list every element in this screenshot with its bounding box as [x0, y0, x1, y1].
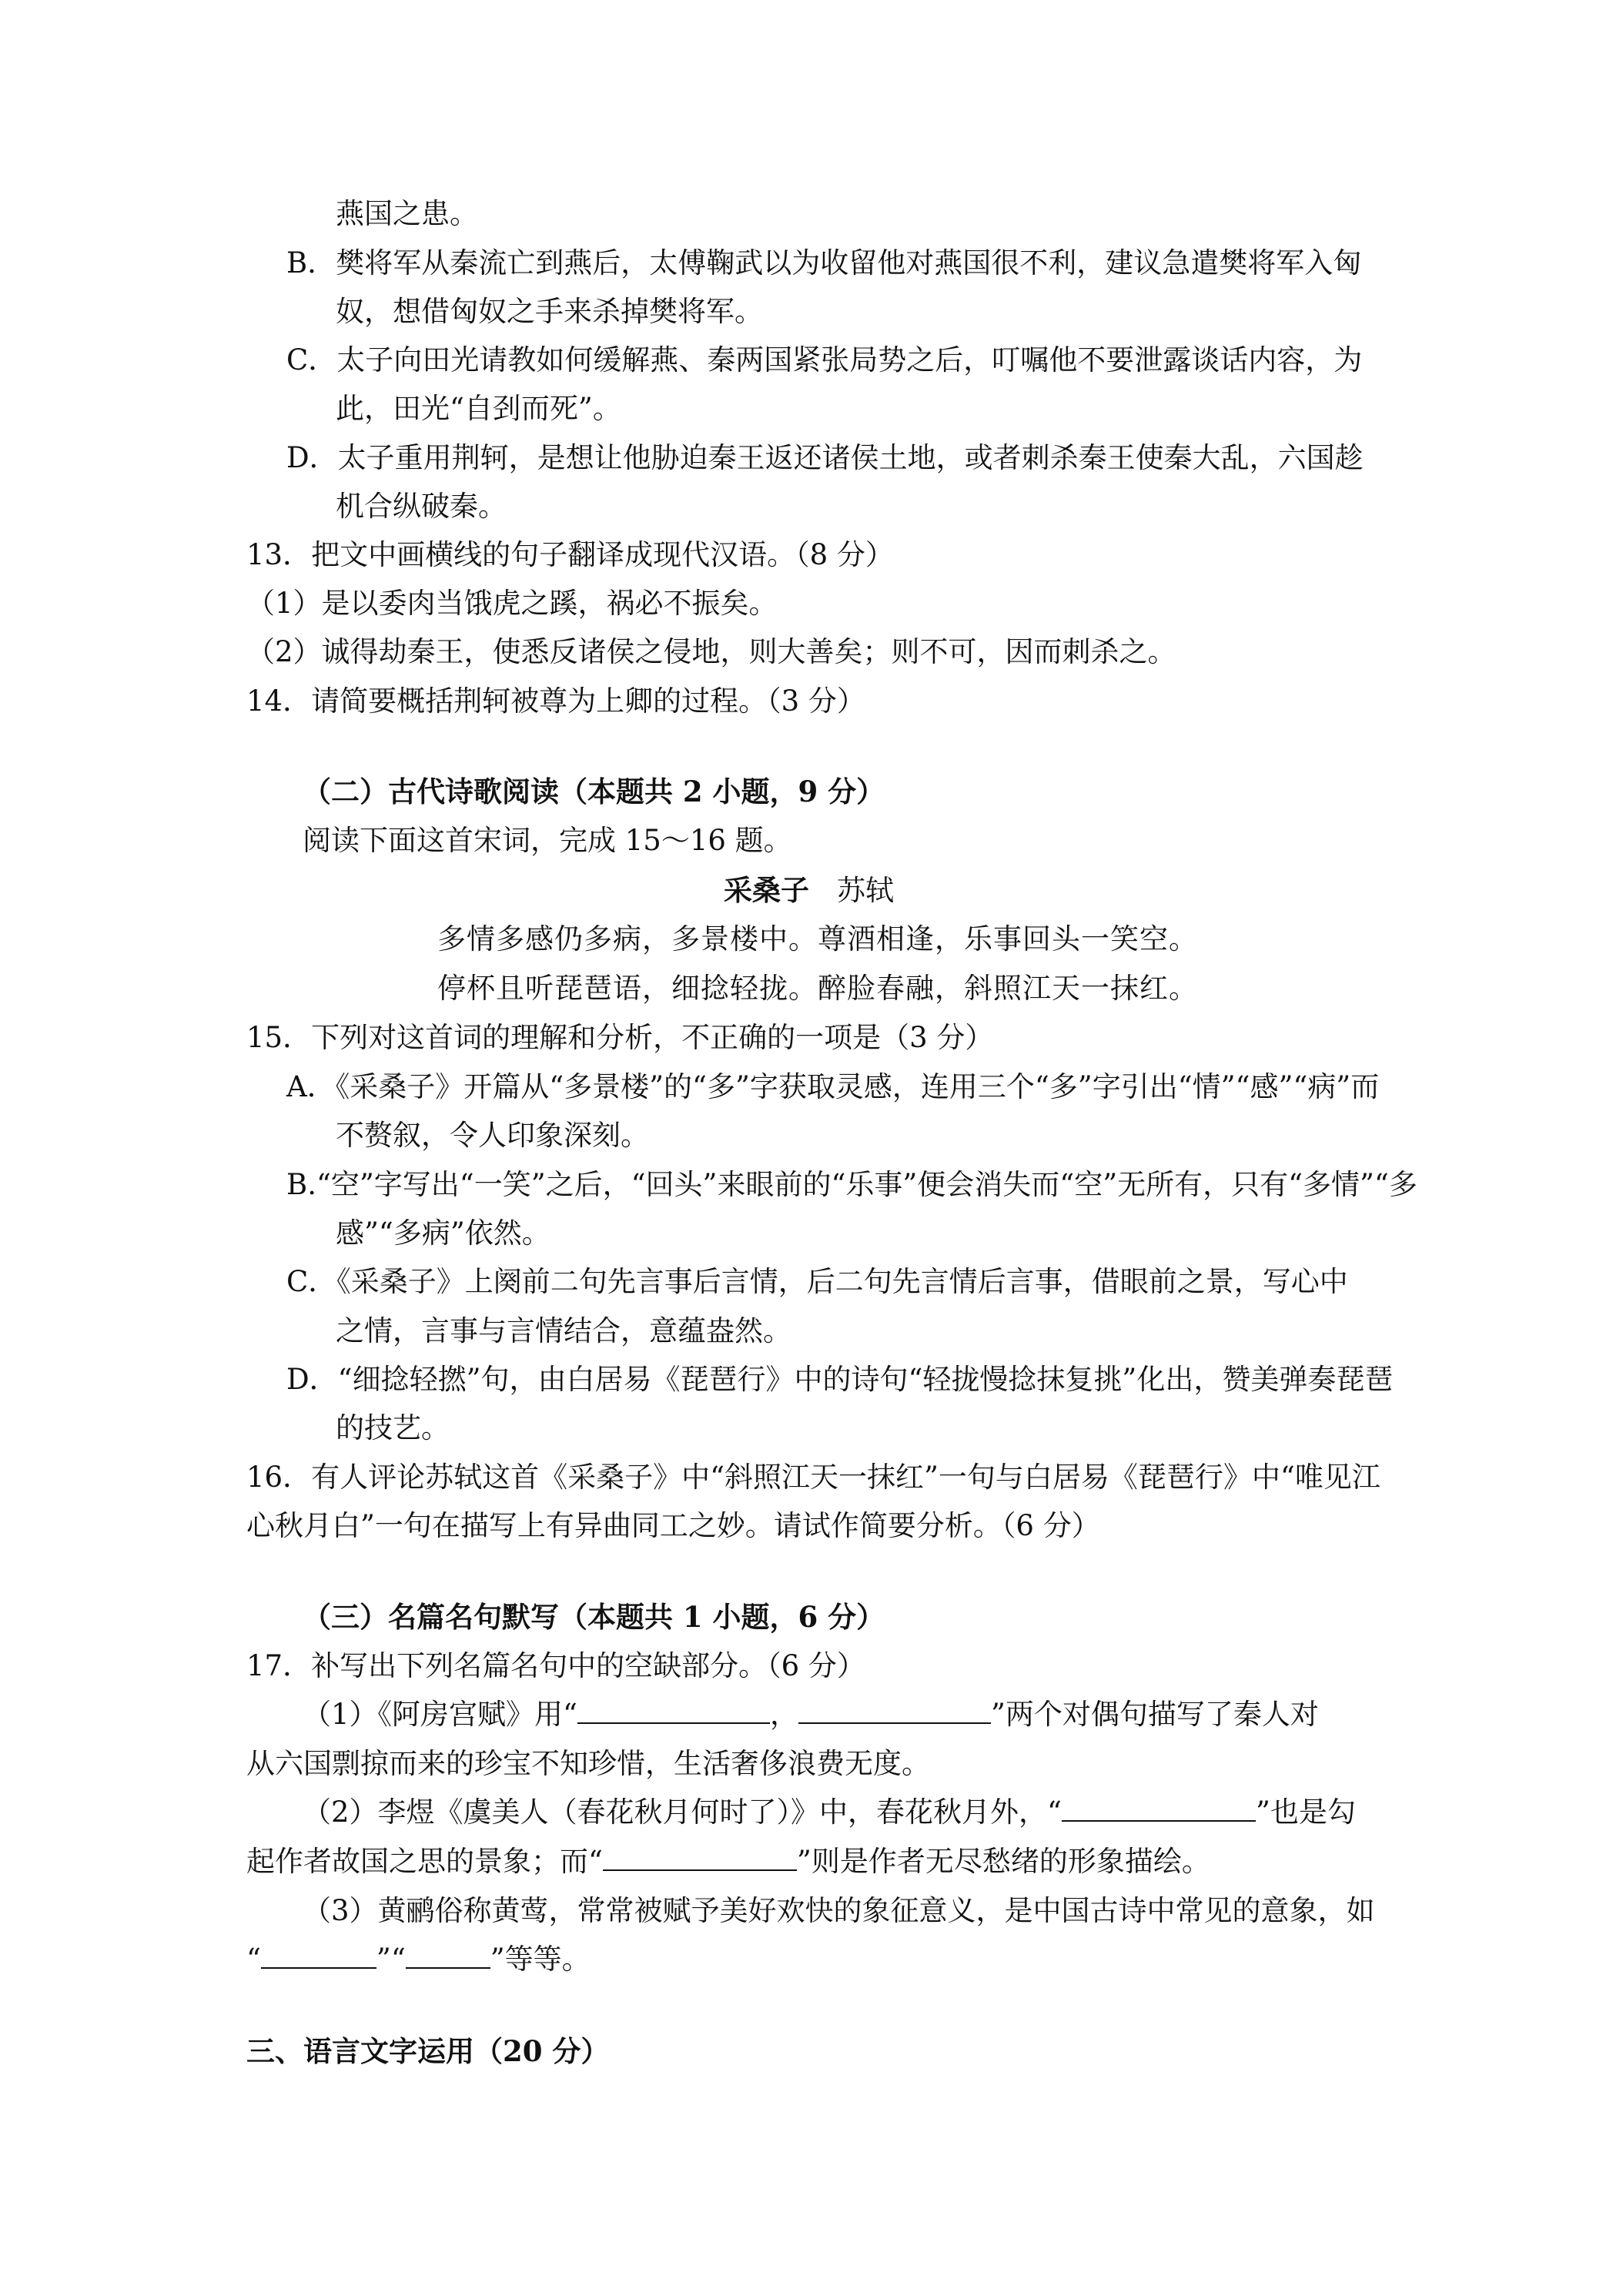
question-16-line1: 16．有人评论苏轼这首《采桑子》中“斜照江天一抹红”一句与白居易《琵琶行》中“唯见江 [246, 1461, 1380, 1494]
q17-item-3-line2: “ ”“ ”等等。 [246, 1943, 591, 1976]
part-heading-language-use: 三、语言文字运用（20 分） [246, 2034, 610, 2068]
option-b-line2: 奴，想借匈奴之手来杀掉樊将军。 [336, 295, 763, 328]
fill-blank-1b[interactable] [798, 1696, 991, 1724]
q15-option-d-line1: D．“细捻轻撚”句，由白居易《琵琶行》中的诗句“轻拢慢捻抹复挑”化出，赞美弹奏琵琶 [286, 1363, 1394, 1396]
option-d-line1: D．太子重用荆轲，是想让他胁迫秦王返还诸侯土地，或者刺杀秦王使秦大乱，六国趁 [286, 441, 1364, 474]
q17-item-2-line2: 起作者故国之思的景象；而“ ”则是作者无尽愁绪的形象描绘。 [246, 1845, 1210, 1878]
poem-heading [724, 872, 894, 909]
question-13-stem: 13．把文中画横线的句子翻译成现代汉语。（8 分） [246, 538, 894, 571]
q15-option-c-line1: C．《采桑子》上阕前二句先言事后言情，后二句先言情后言事，借眼前之景，写心中 [286, 1265, 1348, 1298]
q15-option-b-line1: B.“空”字写出“一笑”之后，“回头”来眼前的“乐事”便会消失而“空”无所有，只有“多情”“多 [286, 1168, 1417, 1201]
q15-option-d-line2: 的技艺。 [336, 1411, 450, 1444]
poem-line-2: 停杯且听琵琶语，细捻轻拢。醉脸春融，斜照江天一抹红。 [437, 972, 1198, 1005]
option-a-continuation: 燕国之患。 [336, 197, 478, 230]
q17-item-1-line1: （1）《阿房宫赋》用“ ， ”两个对偶句描写了秦人对 [303, 1698, 1319, 1731]
question-14-stem: 14．请简要概括荆轲被尊为上卿的过程。（3 分） [246, 684, 865, 718]
q15-option-a-line1: A．《采桑子》开篇从“多景楼”的“多”字获取灵感，连用三个“多”字引出“情”“感”“病”而 [286, 1070, 1380, 1103]
fill-blank-3a[interactable] [261, 1941, 376, 1969]
q17-item-3-line1: （3）黄鹂俗称黄莺，常常被赋予美好欢快的象征意义，是中国古诗中常见的意象，如 [303, 1894, 1375, 1927]
option-c-line1: C．太子向田光请教如何缓解燕、秦两国紧张局势之后，叮嘱他不要泄露谈话内容，为 [286, 343, 1363, 377]
q15-option-c-line2: 之情，言事与言情结合，意蕴盎然。 [336, 1314, 791, 1347]
fill-blank-3b[interactable] [406, 1941, 490, 1969]
option-d-line2: 机合纵破秦。 [336, 490, 507, 523]
poetry-intro: 阅读下面这首宋词，完成 15～16 题。 [303, 824, 792, 857]
q15-option-a-line2: 不赘叙，令人印象深刻。 [336, 1119, 649, 1152]
fill-blank-1a[interactable] [577, 1696, 770, 1724]
question-16-line2: 心秋月白”一句在描写上有异曲同工之妙。请试作简要分析。（6 分） [246, 1509, 1100, 1542]
fill-blank-2b[interactable] [603, 1843, 797, 1871]
question-17-stem: 17．补写出下列名篇名句中的空缺部分。（6 分） [246, 1649, 865, 1682]
q17-item-2-line1: （2）李煜《虞美人（春花秋月何时了）》中，春花秋月外，“ ”也是勾 [303, 1796, 1356, 1829]
option-b-line1: B．樊将军从秦流亡到燕后，太傅鞠武以为收留他对燕国很不利，建议急遣樊将军入匈 [286, 246, 1362, 279]
option-c-line2: 此，田光“自刭而死”。 [336, 392, 621, 425]
section-heading-recitation: （三）名篇名句默写（本题共 1 小题，6 分） [303, 1600, 885, 1634]
question-13-sentence-2: （2）诚得劫秦王，使悉反诸侯之侵地，则大善矣；则不可，因而刺杀之。 [246, 635, 1176, 668]
fill-blank-2a[interactable] [1062, 1794, 1256, 1822]
q17-item-1-line2: 从六国剽掠而来的珍宝不知珍惜，生活奢侈浪费无度。 [246, 1747, 930, 1780]
question-13-sentence-1: （1）是以委肉当饿虎之蹊，祸必不振矣。 [246, 587, 778, 620]
poem-author: 苏轼 [837, 874, 894, 907]
poem-line-1: 多情多感仍多病，多景楼中。尊酒相逢，乐事回头一笑空。 [437, 922, 1198, 956]
q15-option-b-line2: 感”“多病”依然。 [336, 1217, 550, 1250]
section-heading-poetry: （二）古代诗歌阅读（本题共 2 小题，9 分） [303, 775, 885, 808]
question-15-stem: 15．下列对这首词的理解和分析，不正确的一项是（3 分） [246, 1021, 994, 1054]
poem-title: 采桑子 [724, 873, 809, 907]
